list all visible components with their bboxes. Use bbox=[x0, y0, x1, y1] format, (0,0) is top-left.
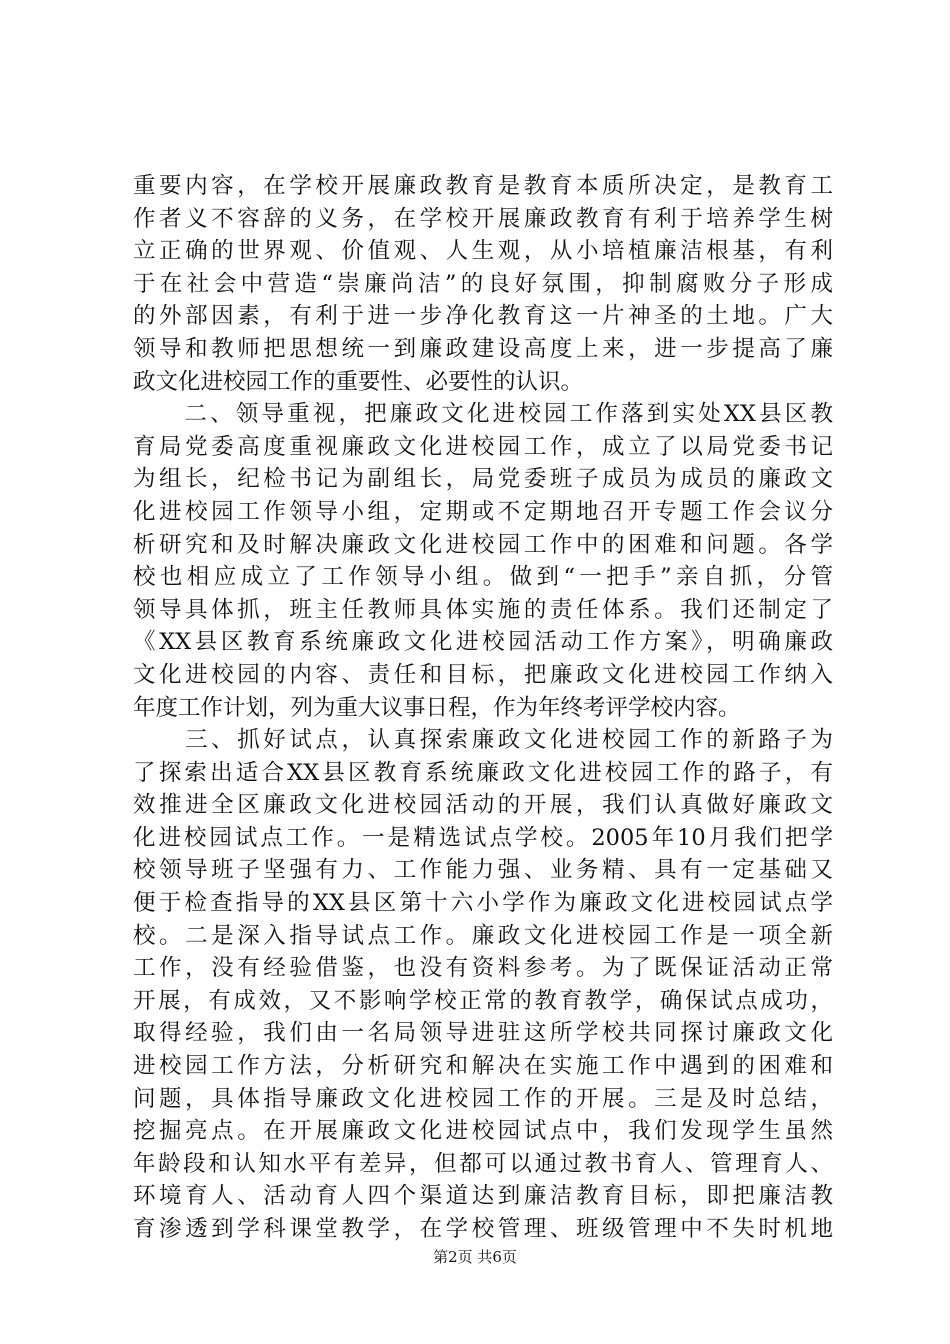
text-line: 环境育人、活动育人四个渠道达到廉洁教育目标，即把廉洁教 bbox=[133, 1183, 833, 1210]
text-line: 政文化进校园工作的重要性、必要性的认识。 bbox=[133, 368, 584, 395]
text-line: 文化进校园的内容、责任和目标，把廉政文化进校园工作纳入 bbox=[133, 661, 833, 688]
text-line: 析研究和及时解决廉政文化进校园工作中的困难和问题。各学 bbox=[133, 531, 833, 558]
text-line: 便于检查指导的XX县区第十六小学作为廉政文化进校园试点学 bbox=[133, 890, 833, 917]
text-line: 问题，具体指导廉政文化进校园工作的开展。三是及时总结， bbox=[133, 1085, 833, 1112]
text-line: 化进校园工作领导小组，定期或不定期地召开专题工作会议分 bbox=[133, 498, 833, 525]
text-line: 挖掘亮点。在开展廉政文化进校园试点中，我们发现学生虽然 bbox=[133, 1118, 833, 1145]
text-line: 作者义不容辞的义务，在学校开展廉政教育有利于培养学生树 bbox=[133, 205, 833, 232]
text-line: 三、抓好试点，认真探索廉政文化进校园工作的新路子为 bbox=[133, 727, 833, 754]
body-text bbox=[133, 170, 833, 1246]
text-line: 育渗透到学科课堂教学，在学校管理、班级管理中不失时机地 bbox=[133, 1216, 833, 1242]
text-line: 工作，没有经验借鉴，也没有资料参考。为了既保证活动正常 bbox=[133, 955, 833, 982]
text-line: 的外部因素，有利于进一步净化教育这一片神圣的土地。广大 bbox=[133, 303, 833, 330]
text-line: 开展，有成效，又不影响学校正常的教育教学，确保试点成功， bbox=[133, 987, 833, 1014]
text-line: 取得经验，我们由一名局领导进驻这所学校共同探讨廉政文化 bbox=[133, 1020, 833, 1047]
text-line: 化进校园试点工作。一是精选试点学校。2005年10月我们把学 bbox=[133, 824, 833, 851]
text-line: 校领导班子坚强有力、工作能力强、业务精、具有一定基础又 bbox=[133, 857, 833, 884]
text-line: 立正确的世界观、价值观、人生观，从小培植廉洁根基，有利 bbox=[133, 238, 833, 265]
text-line: 《XX县区教育系统廉政文化进校园活动工作方案》，明确廉政 bbox=[133, 629, 833, 656]
text-line: 于在社会中营造“崇廉尚洁”的良好氛围，抑制腐败分子形成 bbox=[133, 270, 833, 297]
text-line: 年龄段和认知水平有差异，但都可以通过教书育人、管理育人、 bbox=[133, 1150, 833, 1177]
text-line: 育局党委高度重视廉政文化进校园工作，成立了以局党委书记 bbox=[133, 433, 833, 460]
text-line: 进校园工作方法，分析研究和解决在实施工作中遇到的困难和 bbox=[133, 1053, 833, 1080]
text-line: 二、领导重视，把廉政文化进校园工作落到实处XX县区教 bbox=[133, 401, 833, 428]
text-line: 为组长，纪检书记为副组长，局党委班子成员为成员的廉政文 bbox=[133, 466, 833, 493]
text-line: 效推进全区廉政文化进校园活动的开展，我们认真做好廉政文 bbox=[133, 792, 833, 819]
text-line: 重要内容，在学校开展廉政教育是教育本质所决定，是教育工 bbox=[133, 173, 833, 199]
text-line: 领导和教师把思想统一到廉政建设高度上来，进一步提高了廉 bbox=[133, 335, 833, 362]
text-line: 校。二是深入指导试点工作。廉政文化进校园工作是一项全新 bbox=[133, 922, 833, 949]
text-line: 了探索出适合XX县区教育系统廉政文化进校园工作的路子，有 bbox=[133, 759, 833, 786]
text-line: 年度工作计划，列为重大议事日程，作为年终考评学校内容。 bbox=[133, 694, 741, 721]
text-line: 领导具体抓，班主任教师具体实施的责任体系。我们还制定了 bbox=[133, 596, 833, 623]
page-footer: 第2页 共6页 bbox=[433, 1248, 517, 1266]
text-line: 校也相应成立了工作领导小组。做到“一把手”亲自抓，分管 bbox=[133, 564, 833, 591]
